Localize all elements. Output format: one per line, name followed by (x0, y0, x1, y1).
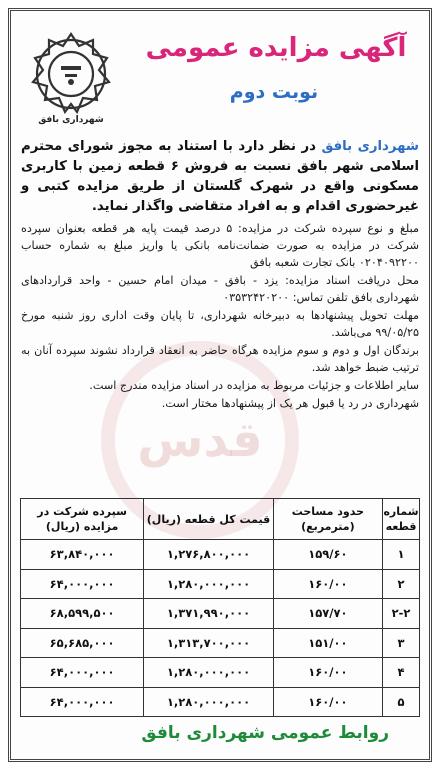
header (11, 11, 429, 133)
footer-signature: روابط عمومی شهرداری بافق (141, 723, 389, 743)
header-price: قیمت کل قطعه (ریال) (144, 499, 274, 540)
cell-price: ۱,۲۷۶,۸۰۰,۰۰۰ (144, 540, 274, 570)
table-row (21, 599, 420, 629)
cell-area: ۱۶۰/۰۰ (273, 658, 382, 688)
cell-deposit: ۶۵,۶۸۵,۰۰۰ (21, 628, 144, 658)
lots-table (20, 498, 420, 717)
cell-area: ۱۶۰/۰۰ (273, 569, 382, 599)
table-row (21, 569, 420, 599)
lead-paragraph (21, 137, 419, 217)
announcement-body (21, 137, 419, 413)
page-title: آگهی مزایده عمومی (145, 33, 407, 63)
rights-paragraph: شهرداری در رد یا قبول هر یک از پیشنهادها مختار است. (161, 397, 419, 410)
header-deposit: سپرده شرکت در مزایده (ریال) (21, 499, 144, 540)
deposit-paragraph: مبلغ و نوع سپرده شرکت در مزایده: ۵ درصد قیمت پایه هر قطعه بعنوان سپرده شرکت در مزایده به صورت ضمانت‌نامه بانکی یا واریز مبلغ به شماره حساب ۰۲۰۴۰۹۲۲۰۰ بانک تجارت شعبه بافق (21, 222, 419, 269)
cell-area: ۱۵۷/۷۰ (273, 599, 382, 629)
announcement-page (8, 8, 432, 762)
header-area: حدود مساحت (مترمربع) (273, 499, 382, 540)
lead-text: در نظر دارد با استناد به مجوز شورای محترم اسلامی شهر بافق نسبت به فروش ۶ قطعه زمین با کاربری مسکونی واقع در شهرک گلستان از طریق مزایده کتبی و غیرحضوری اقدام و به افراد متقاضی واگذار نماید. (21, 139, 419, 214)
page-subtitle: نوبت دوم (229, 81, 319, 103)
watermark-stamp: قدس (101, 341, 299, 539)
cell-number: ۲-۲ (383, 599, 420, 629)
cell-price: ۱,۳۱۳,۷۰۰,۰۰۰ (144, 628, 274, 658)
cell-price: ۱,۲۸۰,۰۰۰,۰۰۰ (144, 658, 274, 688)
logo-caption: شهرداری بافق (38, 115, 104, 125)
table-header-row (21, 499, 420, 540)
cell-price: ۱,۲۸۰,۰۰۰,۰۰۰ (144, 569, 274, 599)
cell-number: ۵ (383, 687, 420, 717)
details-paragraph: سایر اطلاعات و جزئیات مربوط به مزایده در اسناد مزایده مندرج است. (89, 379, 419, 392)
cell-area: ۱۵۱/۰۰ (273, 628, 382, 658)
table-row (21, 540, 420, 570)
cell-deposit: ۶۴,۰۰۰,۰۰۰ (21, 687, 144, 717)
cell-price: ۱,۳۷۱,۹۹۰,۰۰۰ (144, 599, 274, 629)
lead-highlight: شهرداری بافق (321, 139, 419, 154)
cell-area: ۱۵۹/۶۰ (273, 540, 382, 570)
deadline-paragraph: مهلت تحویل پیشنهادها به دبیرخانه شهرداری، تا پایان وقت اداری روز شنبه مورخ ۹۹/۰۵/۲۵ می‌باشد. (21, 309, 419, 339)
cell-number: ۲ (383, 569, 420, 599)
header-number: شماره قطعه (383, 499, 420, 540)
cell-number: ۳ (383, 628, 420, 658)
cell-number: ۴ (383, 658, 420, 688)
cell-deposit: ۶۸,۵۹۹,۵۰۰ (21, 599, 144, 629)
table-row (21, 687, 420, 717)
documents-paragraph: محل دریافت اسناد مزایده: یزد - بافق - میدان امام حسین - واحد قراردادهای شهرداری بافق تلفن تماس: ۰۳۵۳۲۴۲۰۲۰۰ (21, 274, 419, 304)
table-row (21, 658, 420, 688)
cell-deposit: ۶۴,۰۰۰,۰۰۰ (21, 569, 144, 599)
winners-paragraph: برندگان اول و دوم و سوم مزایده هرگاه حاضر به انعقاد قرارداد نشوند سپرده آنان به ترتیب ضبط خواهد شد. (21, 344, 419, 374)
cell-price: ۱,۲۸۰,۰۰۰,۰۰۰ (144, 687, 274, 717)
cell-deposit: ۶۳,۸۴۰,۰۰۰ (21, 540, 144, 570)
table-row (21, 628, 420, 658)
cell-deposit: ۶۴,۰۰۰,۰۰۰ (21, 658, 144, 688)
cell-area: ۱۶۰/۰۰ (273, 687, 382, 717)
cell-number: ۱ (383, 540, 420, 570)
